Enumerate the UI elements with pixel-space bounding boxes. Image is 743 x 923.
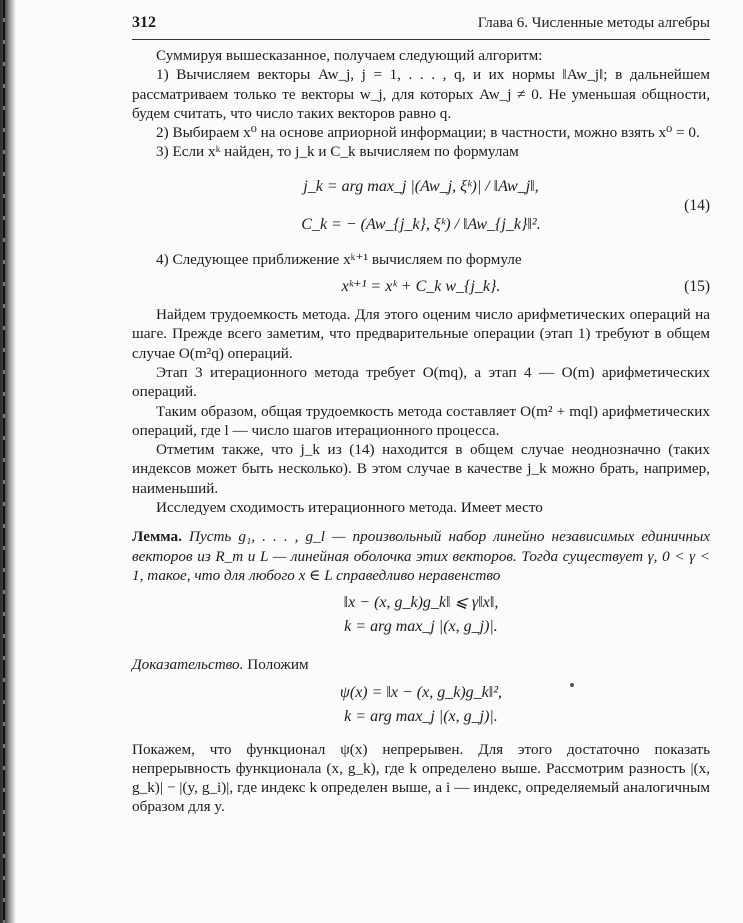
- equation-15-body: xᵏ⁺¹ = xᵏ + C_k w_{j_k}.: [341, 278, 501, 296]
- lemma: [132, 527, 710, 585]
- intro-paragraph: Суммируя вышесказанное, получаем следующий алгоритм:: [156, 47, 543, 64]
- proof-text: Положим: [247, 656, 309, 674]
- algorithm-step-1: 1) Вычисляем векторы Aw_j, j = 1, . . . , q, и их нормы ‖Aw_j‖; в дальнейшем рассматриваем только те векторы w_j, для которых Aw_j ≠ 0. Не уменьшая общности, будем считать, что число таких векторов равно q.: [132, 66, 710, 122]
- psi-definition-line1: ψ(x) = ‖x − (x, g_k)g_k‖²,: [339, 683, 503, 701]
- total-cost-paragraph: Таким образом, общая трудоемкость метода составляет O(m² + mql) арифметических операций, где l — число шагов итерационного процесса.: [132, 402, 710, 439]
- algorithm-step-3: 3) Если xᵏ найден, то j_k и C_k вычисляем по формулам: [156, 143, 519, 161]
- proof-intro: [132, 655, 710, 674]
- lemma-inequality-line2: k = arg max_j |(x, g_j)|.: [344, 618, 498, 636]
- equation-15-number: (15): [684, 278, 710, 296]
- lemma-inequality: [132, 591, 710, 639]
- algorithm-step-4: 4) Следующее приближение xᵏ⁺¹ вычисляем по формуле: [156, 250, 522, 268]
- ambiguity-paragraph: Отметим также, что j_k из (14) находится в общем случае неоднозначно (таких индексов может быть несколько). В этом случае в качестве j_k можно брать, например, наименьший.: [132, 441, 710, 497]
- equation-14-number: (14): [684, 196, 710, 214]
- equation-14: [132, 168, 710, 244]
- convergence-paragraph: Исследуем сходимость итерационного метода. Имеет место: [156, 499, 543, 517]
- equation-15: [132, 275, 710, 299]
- stage-cost-paragraph: Этап 3 итерационного метода требует O(mq), а этап 4 — O(m) арифметических операций.: [132, 363, 710, 401]
- psi-definition: [132, 681, 710, 729]
- running-header: [132, 14, 710, 40]
- equation-14-jk: j_k = arg max_j |(Aw_j, ξᵏ)| / ‖Aw_j‖,: [303, 177, 539, 195]
- book-binding-edge: [0, 0, 16, 923]
- continuity-paragraph: Покажем, что функционал ψ(x) непрерывен. Для этого достаточно показать непрерывность функционала (x, g_k), где k определено выше. Рассмотрим разность |(x, g_k)| − |(y, g_i)|, где индекс k определен выше, а i — индекс, определяемый аналогичным образом для y.: [132, 740, 710, 816]
- lemma-inequality-line1: ‖x − (x, g_k)g_k‖ ⩽ γ‖x‖,: [343, 594, 499, 612]
- equation-14-ck: C_k = − (Aw_{j_k}, ξᵏ) / ‖Aw_{j_k}‖².: [301, 215, 541, 233]
- lemma-label: Лемма.: [132, 528, 182, 546]
- book-page: [132, 14, 710, 817]
- psi-definition-line2: k = arg max_j |(x, g_j)|.: [344, 707, 498, 725]
- scan-speck: [570, 683, 574, 687]
- lemma-statement: Пусть g₁, . . . , g_l — произвольный набор линейно независимых единичных векторов из R_m и L — линейная оболочка этих векторов. Тогда существует γ, 0 < γ < 1, такое, что для любого x ∈ L справедливо неравенство: [132, 528, 711, 584]
- page-body: [132, 46, 710, 817]
- proof-label: Доказательство.: [132, 656, 244, 674]
- algorithm-step-2: 2) Выбираем x⁰ на основе априорной информации; в частности, можно взять x⁰ = 0.: [156, 124, 700, 142]
- complexity-paragraph: Найдем трудоемкость метода. Для этого оценим число арифметических операций на шаге. Прежде всего заметим, что предварительные операции (этап 1) требуют в общем случае O(m²q) операций.: [132, 306, 710, 362]
- chapter-title: Глава 6. Численные методы алгебры: [477, 15, 710, 31]
- page-number: 312: [132, 14, 156, 31]
